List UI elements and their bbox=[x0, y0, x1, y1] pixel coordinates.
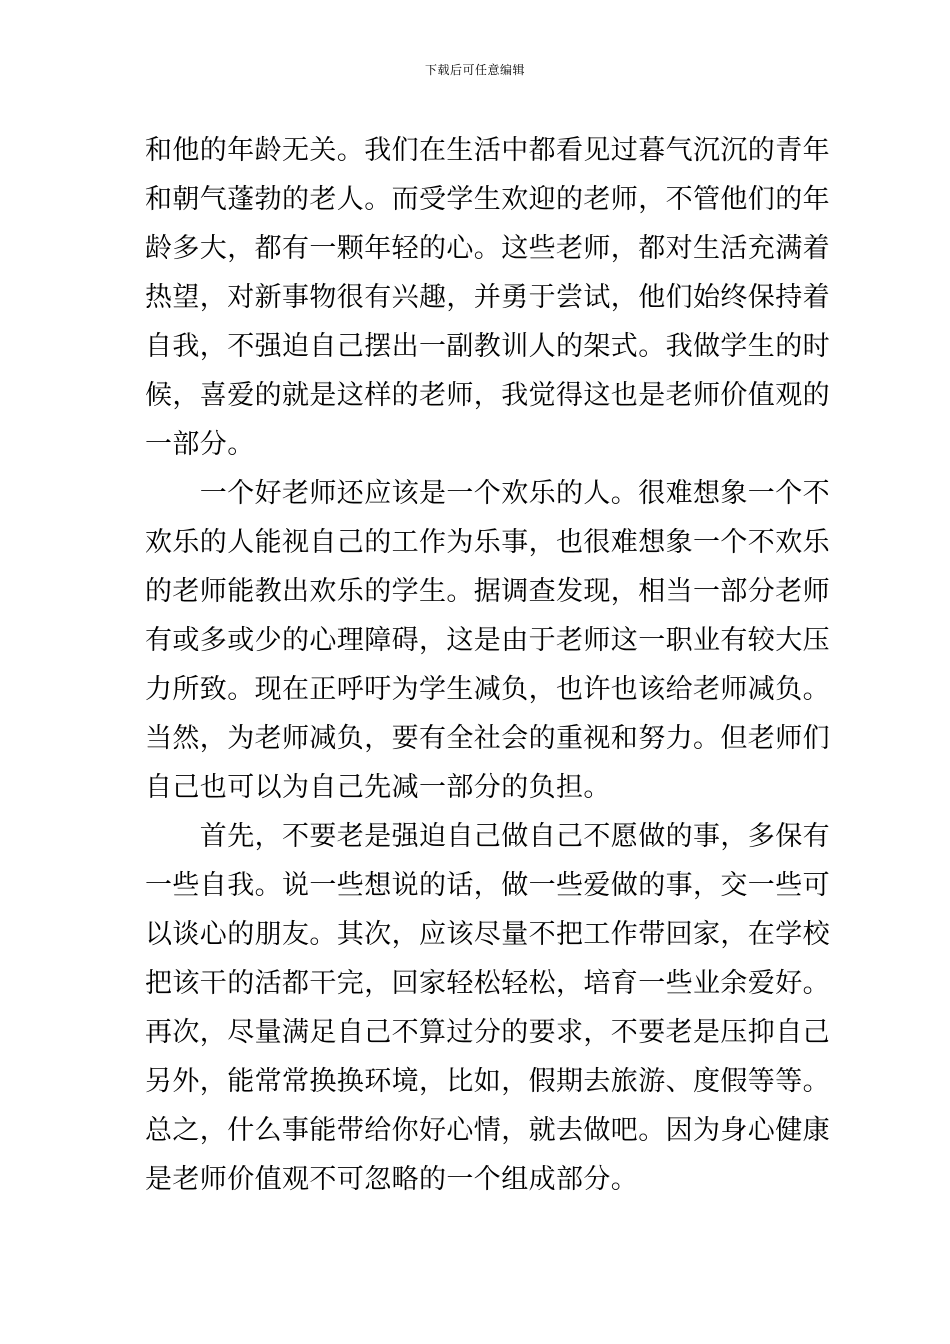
text-line: 再次，尽量满足自己不算过分的要求，不要老是压抑自己 bbox=[145, 1017, 830, 1048]
text-line: 龄多大，都有一颗年轻的心。这些老师，都对生活充满着 bbox=[145, 233, 830, 264]
text-line: 一个好老师还应该是一个欢乐的人。很难想象一个不 bbox=[145, 478, 830, 509]
paragraph-2 bbox=[145, 469, 830, 812]
page-header: 下载后可任意编辑 bbox=[424, 63, 525, 77]
text-line: 当然，为老师减负，要有全社会的重视和努力。但老师们 bbox=[145, 723, 830, 754]
text-line: 热望，对新事物很有兴趣，并勇于尝试，他们始终保持着 bbox=[145, 282, 830, 313]
body-text bbox=[145, 126, 830, 1204]
text-line: 和朝气蓬勃的老人。而受学生欢迎的老师，不管他们的年 bbox=[145, 184, 830, 215]
text-line: 把该干的活都干完，回家轻松轻松，培育一些业余爱好。 bbox=[145, 968, 830, 999]
text-line: 有或多或少的心理障碍，这是由于老师这一职业有较大压 bbox=[145, 625, 830, 656]
text-line: 另外，能常常换换环境，比如，假期去旅游、度假等等。 bbox=[145, 1066, 830, 1097]
text-line: 总之，什么事能带给你好心情，就去做吧。因为身心健康 bbox=[145, 1115, 830, 1146]
text-line: 是老师价值观不可忽略的一个组成部分。 bbox=[145, 1164, 639, 1195]
text-line: 欢乐的人能视自己的工作为乐事，也很难想象一个不欢乐 bbox=[145, 527, 830, 558]
text-line: 首先，不要老是强迫自己做自己不愿做的事，多保有 bbox=[145, 821, 830, 852]
text-line: 一些自我。说一些想说的话，做一些爱做的事，交一些可 bbox=[145, 870, 830, 901]
text-line: 的老师能教出欢乐的学生。据调查发现，相当一部分老师 bbox=[145, 576, 830, 607]
text-line: 自我，不强迫自己摆出一副教训人的架式。我做学生的时 bbox=[145, 331, 830, 362]
text-line: 一部分。 bbox=[145, 429, 255, 460]
paragraph-3 bbox=[145, 812, 830, 1204]
text-line: 自己也可以为自己先减一部分的负担。 bbox=[145, 772, 611, 803]
paragraph-1 bbox=[145, 126, 830, 469]
text-line: 以谈心的朋友。其次，应该尽量不把工作带回家，在学校 bbox=[145, 919, 830, 950]
text-line: 候，喜爱的就是这样的老师，我觉得这也是老师价值观的 bbox=[145, 380, 830, 411]
text-line: 力所致。现在正呼吁为学生减负，也许也该给老师减负。 bbox=[145, 674, 830, 705]
text-line: 和他的年龄无关。我们在生活中都看见过暮气沉沉的青年 bbox=[145, 135, 830, 166]
